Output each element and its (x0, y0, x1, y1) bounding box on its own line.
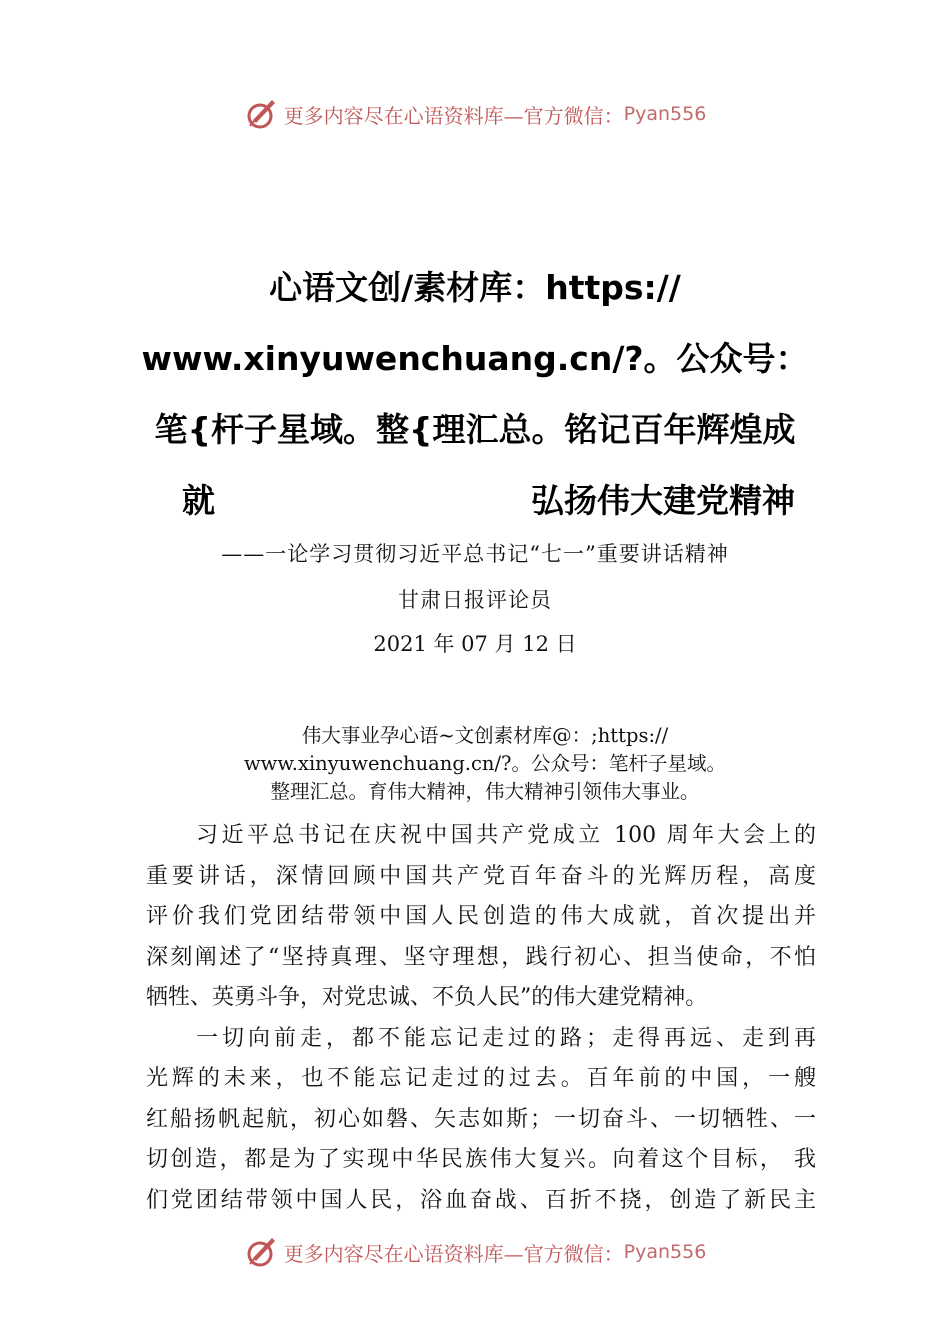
author: 甘肃日报评论员 (398, 588, 552, 612)
intro-paragraph (180, 722, 790, 806)
footer-banner (0, 1232, 950, 1272)
banner-wechat: Pyan556 (623, 103, 707, 125)
subtitle: ——一论学习贯彻习近平总书记“七一”重要讲话精神 (221, 542, 729, 566)
intro-line: 整理汇总。育伟大精神，伟大精神引领伟大事业。 (270, 780, 700, 803)
title-line: 笔{杆子星域。整{理汇总。铭记百年辉煌成 (154, 410, 796, 449)
body-line: 牺牲、英勇斗争，对党忠诚、不负人民”的伟大建党精神。 (146, 985, 708, 1010)
publish-date: 2021 年 07 月 12 日 (373, 632, 577, 656)
title-line: www.xinyuwenchuang.cn/?。公众号： (141, 339, 809, 378)
banner-wechat: Pyan556 (623, 1241, 707, 1263)
body-line: 深刻阐述了“坚持真理、坚守理想，践行初心、担当使命，不怕 (146, 944, 816, 970)
header-banner (0, 94, 950, 134)
body-line: 光辉的未来，也不能忘记走过的过去。百年前的中国，一艘 (146, 1066, 816, 1091)
body-line: 重要讲话，深情回顾中国共产党百年奋斗的光辉历程，高度 (146, 863, 816, 889)
article-body (146, 816, 816, 1221)
intro-line: www.xinyuwenchuang.cn/?。公众号：笔杆子星域。 (243, 752, 727, 775)
quill-seal-icon (244, 1234, 280, 1270)
title-line-last (100, 465, 850, 536)
body-line: 们党团结带领中国人民，浴血奋战、百折不挠，创造了新民主 (146, 1187, 816, 1213)
body-line: 切创造，都是为了实现中华民族伟大复兴。向着这个目标， 我 (146, 1147, 816, 1172)
body-line: 习近平总书记在庆祝中国共产党成立 100 周年大会上的 (196, 823, 816, 848)
intro-line: 伟大事业孕心语~文创素材库@：;https:// (301, 724, 669, 747)
document-title (100, 252, 850, 536)
body-line: 一切向前走，都不能忘记走过的路；走得再远、走到再 (196, 1025, 816, 1051)
body-line: 红船扬帆起航，初心如磐、矢志如斯；一切奋斗、一切牺牲、一 (146, 1106, 816, 1132)
quill-seal-icon (244, 96, 280, 132)
body-line: 评价我们党团结带领中国人民创造的伟大成就，首次提出并 (146, 904, 816, 929)
banner-text: 更多内容尽在心语资料库—官方微信： (283, 1241, 624, 1266)
banner-text: 更多内容尽在心语资料库—官方微信： (283, 103, 624, 128)
title-last-left: 就 (182, 481, 215, 520)
title-line: 心语文创/素材库：https:// (269, 268, 681, 307)
title-last-right: 弘扬伟大建党精神 (531, 481, 795, 520)
